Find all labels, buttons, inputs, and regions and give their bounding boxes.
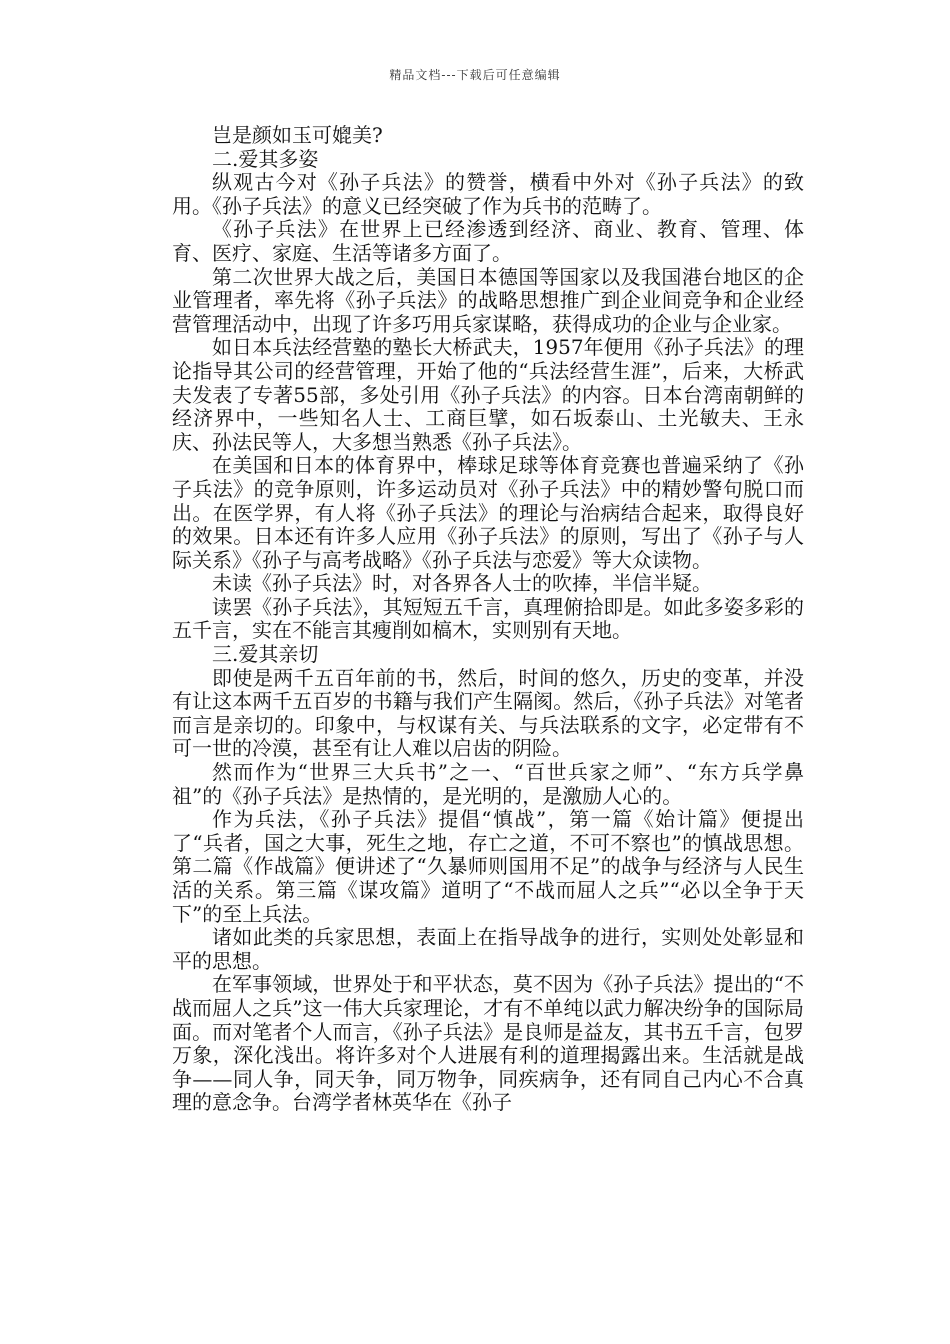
paragraph: 岂是颜如玉可媲美? bbox=[212, 123, 383, 147]
section-heading: 三.爱其亲切 bbox=[212, 642, 319, 667]
paragraph: 然而作为“世界三大兵书”之一、“百世兵家之师”、“东方兵学鼻祖”的《孙子兵法》是热情的，是光明的，是激励人心的。 bbox=[172, 760, 804, 808]
page-header: 精品文档---下载后可任意编辑 bbox=[389, 68, 561, 82]
paragraph: 作为兵法，《孙子兵法》提倡“慎战”，第一篇《始计篇》便提出了“兵者，国之大事，死生之地，存亡之道，不可不察也”的慎战思想。第二篇《作战篇》便讲述了“久暴师则国用不足”的战争与经济与人民生活的关系。第三篇《谋攻篇》道明了“不战而屈人之兵”“必以全争于天下”的至上兵法。 bbox=[172, 807, 804, 926]
paragraph: 在军事领域，世界处于和平状态，莫不因为《孙子兵法》提出的“不战而屈人之兵”这一伟大兵家理论，才有不单纯以武力解决纷争的国际局面。而对笔者个人而言，《孙子兵法》是良师是益友，其书五千言，包罗万象，深化浅出。将许多对个人进展有利的道理揭露出来。生活就是战争——同人争，同天争，同万物争，同疾病争，还有同自己内心不合真理的意念争。台湾学者林英华在《孙子 bbox=[172, 972, 804, 1115]
paragraph: 在美国和日本的体育界中，棒球足球等体育竞赛也普遍采纳了《孙子兵法》的竞争原则，许多运动员对《孙子兵法》中的精妙警句脱口而出。在医学界，有人将《孙子兵法》的理论与治病结合起来，取得良好的效果。日本还有许多人应用《孙子兵法》的原则，写出了《孙子与人际关系》《孙子与高考战略》《孙子兵法与恋爱》等大众读物。 bbox=[172, 453, 804, 572]
paragraph: 第二次世界大战之后，美国日本德国等国家以及我国港台地区的企业管理者，率先将《孙子兵法》的战略思想推广到企业间竞争和企业经营管理活动中，出现了许多巧用兵家谋略，获得成功的企业与企业家。 bbox=[172, 264, 804, 336]
section-heading: 二.爱其多姿 bbox=[212, 146, 319, 171]
paragraph: 未读《孙子兵法》时，对各界各人士的吹捧，半信半疑。 bbox=[212, 571, 712, 596]
paragraph: 读罢《孙子兵法》，其短短五千言，真理俯拾即是。如此多姿多彩的五千言，实在不能言其瘦削如槁木，实则别有天地。 bbox=[172, 594, 804, 643]
paragraph: 纵观古今对《孙子兵法》的赞誉，横看中外对《孙子兵法》的致用。《孙子兵法》的意义已经突破了作为兵书的范畴了。 bbox=[172, 170, 804, 218]
document-body bbox=[172, 124, 804, 1115]
paragraph: 如日本兵法经营塾的塾长大桥武夫，1957年便用《孙子兵法》的理论指导其公司的经营管理，开始了他的“兵法经营生涯”，后来，大桥武夫发表了专著55部，多处引用《孙子兵法》的内容。日本台湾南朝鲜的经济界中，一些知名人士、工商巨擘，如石坂泰山、土光敏夫、王永庆、孙法民等人，大多想当熟悉《孙子兵法》。 bbox=[172, 335, 804, 454]
paragraph: 诸如此类的兵家思想，表面上在指导战争的进行，实则处处彰显和平的思想。 bbox=[172, 925, 804, 973]
paragraph: 《孙子兵法》在世界上已经渗透到经济、商业、教育、管理、体育、医疗、家庭、生活等诸多方面了。 bbox=[172, 217, 804, 265]
paragraph: 即使是两千五百年前的书，然后，时间的悠久，历史的变革，并没有让这本两千五百岁的书籍与我们产生隔阂。然后，《孙子兵法》对笔者而言是亲切的。印象中，与权谋有关、与兵法联系的文字，必定带有不可一世的冷漠，甚至有让人难以启齿的阴险。 bbox=[172, 665, 804, 761]
